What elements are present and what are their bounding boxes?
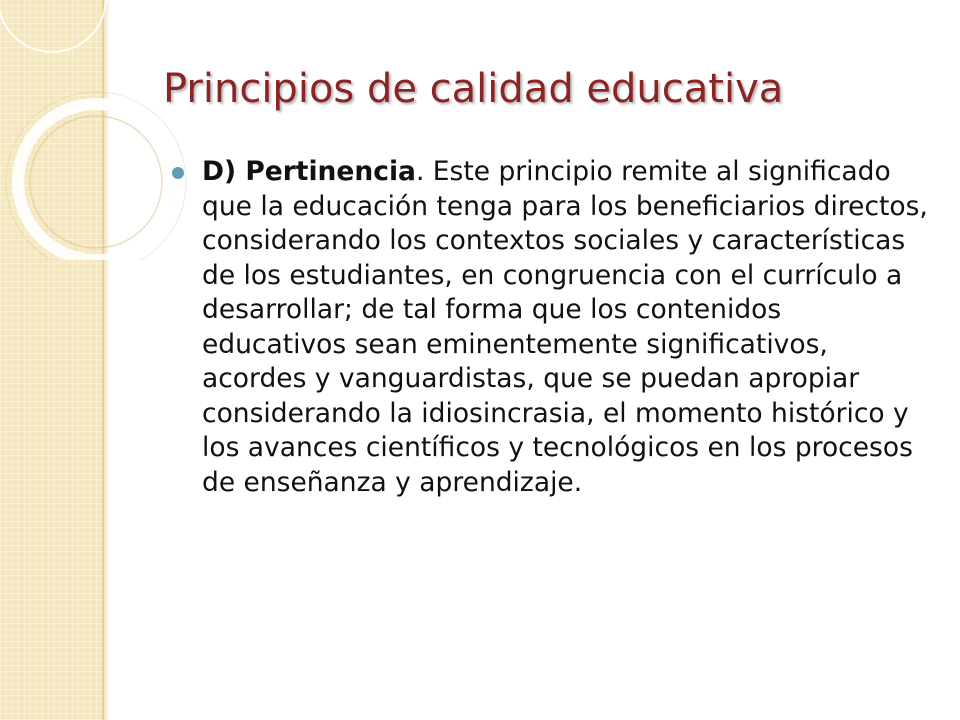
bullet-item	[168, 155, 928, 500]
decorative-side-panel	[0, 0, 104, 720]
bullet-list	[168, 155, 928, 500]
bullet-text: . Este principio remite al significado que la educación tenga para los beneficiarios directos, considerando los contextos sociales y características de los estudiantes, en congruencia con el currículo a desarrollar; de tal forma que los contenidos educativos sean eminentemente significativos, acordes y vanguardistas, que se puedan apropiar considerando la idiosincrasia, el momento histórico y los avances científicos y tecnológicos en los procesos de enseñanza y aprendizaje.	[202, 156, 928, 498]
bullet-heading: D) Pertinencia	[202, 156, 416, 187]
bullet-dot-icon	[172, 167, 184, 179]
slide-title: Principios de calidad educativa	[163, 66, 784, 112]
side-panel-shadow	[104, 0, 110, 720]
